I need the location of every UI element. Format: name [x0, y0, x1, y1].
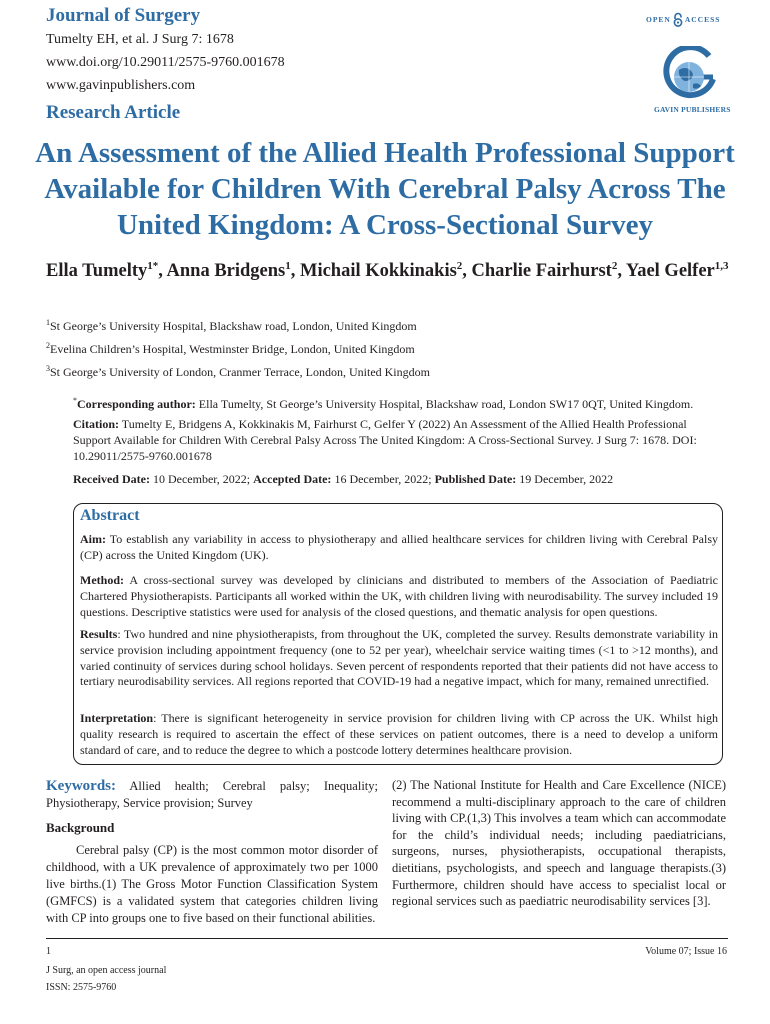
article-type: Research Article [46, 102, 181, 123]
padlock-icon [672, 12, 684, 27]
affiliation-1: $^1$St George’s University Hospital, Blackshaw road, London, United Kingdom [46, 318, 417, 333]
background-heading: Background [46, 820, 115, 835]
page-number: 1 [46, 946, 51, 957]
abstract-method: Method: A cross-sectional survey was developed by clinicians and distributed to members of the Association of Paediatric Chartered Physiotherapists. Participants all worked within the UK, with children living with neurodisability. The survey included 19 questions. Descriptive statistics were used for analysis of the closed questions, and thematic analysis for open questions. [80, 573, 718, 619]
globe-logo-icon [660, 46, 718, 104]
author-2-affil: 1 [285, 259, 291, 272]
footer-issn: ISSN: 2575-9760 [46, 982, 117, 993]
open-access-label-right: ACCESS [684, 14, 721, 24]
citation-block: Citation: Tumelty E, Bridgens A, Kokkinakis M, Fairhurst C, Gelfer Y (2022) An Assessment of the Allied Health Professional Support Available for Children With Cerebral Palsy Across The United Kingdom: A Cross-Sectional Survey. J Surg 7: 1678. DOI: 10.29011/2575-9760.001678 [73, 417, 697, 463]
author-3: Michail Kokkinakis$^2$, [300, 259, 472, 281]
corresponding-author: *Corresponding author: Ella Tumelty, St George’s University Hospital, Blackshaw road, London SW17 0QT, United Kingdom. [73, 396, 694, 411]
abstract-interpretation: Interpretation: There is significant heterogeneity in service provision for children living with CP across the UK. Whilst high quality research is required to ascertain the effect of these services on patient outcomes, there is a need to develop a uniform standard of care, and to reduce the degree to which a postcode lottery determines healthcare provision. [80, 711, 718, 757]
abstract-heading: Abstract [80, 507, 140, 524]
author-1: Ella Tumelty$^{1*}$, [46, 259, 167, 281]
footer-divider [46, 938, 728, 939]
affiliation-2: $^2$Evelina Children’s Hospital, Westminster Bridge, London, United Kingdom [46, 341, 415, 356]
background-paragraph-left: Cerebral palsy (CP) is the most common motor disorder of childhood, with a UK prevalence of approximately two per 1000 live births.(1) The Gross Motor Function Classification System (GMFCS) is a validated system that categories children living with CP into groups one to five based on their functional abilities. [46, 843, 378, 925]
affiliation-3: $^3$St George’s University of London, Cranmer Terrace, London, United Kingdom [46, 364, 430, 379]
doi-link[interactable]: www.doi.org/10.29011/2575-9760.001678 [46, 55, 285, 70]
article-title: An Assessment of the Allied Health Professional Support Available for Children With Cerebral Palsy Across The United Kingdom: A Cross-Sectional Survey [35, 137, 735, 241]
footer-volume: Volume 07; Issue 16 [645, 946, 727, 957]
citation-short: Tumelty EH, et al. J Surg 7: 1678 [46, 32, 234, 47]
website-link[interactable]: www.gavinpublishers.com [46, 78, 196, 93]
author-4: Charlie Fairhurst$^2$, [471, 259, 626, 281]
keywords: Keywords: Allied health; Cerebral palsy; Inequality; Physiotherapy, Service provision; Survey [46, 778, 378, 810]
open-access-label-left: OPEN [646, 14, 671, 24]
publisher-logo-text: GAVIN PUBLISHERS [654, 105, 731, 114]
publisher-logo [654, 46, 731, 114]
author-5: Yael Gelfer$^{1,3}$ [625, 259, 729, 281]
author-5-affil: 1,3 [714, 259, 729, 272]
author-3-affil: 2 [456, 259, 463, 272]
abstract-aim: Aim: To establish any variability in access to physiotherapy and allied healthcare services for children living with Cerebral Palsy (CP) across the United Kingdom (UK). [80, 532, 718, 562]
author-2: Anna Bridgens$^1$, [166, 259, 300, 281]
author-4-affil: 2 [611, 259, 618, 272]
background-paragraph-right: (2) The National Institute for Health and Care Excellence (NICE) recommend a multi-disciplinary approach to the care of children living with CP.(1,3) This involves a team which can accommodate for the child’s individual needs; including paediatricians, surgeons, nurses, physiotherapists, occupational therapists, dietitians, psychologists, and speech and language therapists.(3) Furthermore, children should have access to specialist local or regional services such as paediatric neurodisability services [3]. [392, 778, 726, 909]
author-list [46, 258, 736, 284]
journal-title: Journal of Surgery [46, 5, 201, 26]
article-dates: Received Date: 10 December, 2022; Accepted Date: 16 December, 2022; Published Date: 19 December, 2022 [73, 472, 614, 486]
author-1-affil: 1* [147, 259, 159, 272]
keywords-label: Keywords [46, 778, 111, 794]
open-access-badge [646, 11, 720, 27]
abstract-results: Results: Two hundred and nine physiotherapists, from throughout the UK, completed the survey. Results demonstrate variability in service provision including appointment frequency (one to 52 per year), wheelchair service waiting times (<1 to >12 months), and varied continuity of services during school holidays. Seven percent of respondents reported that their patients did not have access to tertiary neurodisability services. All regions reported that COVID-19 had a negative impact, which for many, remained unrectified. [80, 627, 718, 689]
footer-journal: J Surg, an open access journal [46, 965, 167, 976]
